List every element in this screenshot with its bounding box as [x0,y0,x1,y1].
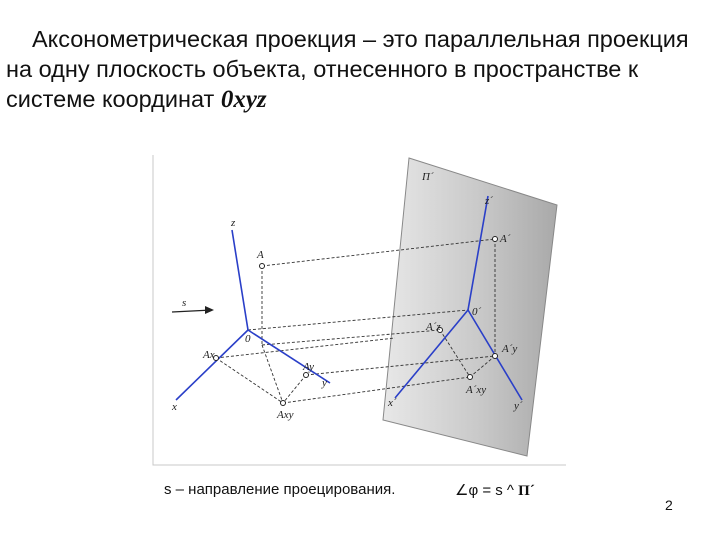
label-origin: 0 [245,333,251,345]
label-Ay: Ay [303,361,314,373]
caption-angle [455,481,535,500]
heading-text: Аксонометрическая проекция – это параллельная проекция на одну плоскость объекта, отнесенного в пространстве к системе координат [6,26,689,112]
slide-heading [6,24,706,115]
label-z-prime: z´ [485,195,493,207]
label-Axy: Axy [277,409,294,421]
page-number: 2 [665,497,673,513]
projection-plane [383,158,557,456]
object-lines [216,266,306,403]
label-Axy-prime: A´xy [466,384,487,396]
label-y-prime: y´ [514,400,523,412]
label-s: s [182,297,187,309]
label-z: z [231,217,236,229]
label-A-prime: A´ [500,233,511,245]
caption-angle-plane: П´ [518,483,535,499]
heading-math: 0xyz [220,86,267,113]
label-x: x [172,401,177,413]
direction-arrow [172,306,214,314]
label-origin-prime: 0´ [472,306,482,318]
label-plane: П´ [422,171,434,183]
label-x-prime: x´ [388,397,397,409]
axonometric-diagram [150,150,570,468]
label-Ax: Ax [203,349,215,361]
label-A: A [257,249,264,261]
label-Ay-prime: A´y [502,343,518,355]
label-Az-prime: A´z [426,321,441,333]
label-y: y [322,377,327,389]
caption-angle-text: ∠φ = s ^ [455,482,519,499]
caption-direction: s – направление проецирования. [164,481,396,498]
